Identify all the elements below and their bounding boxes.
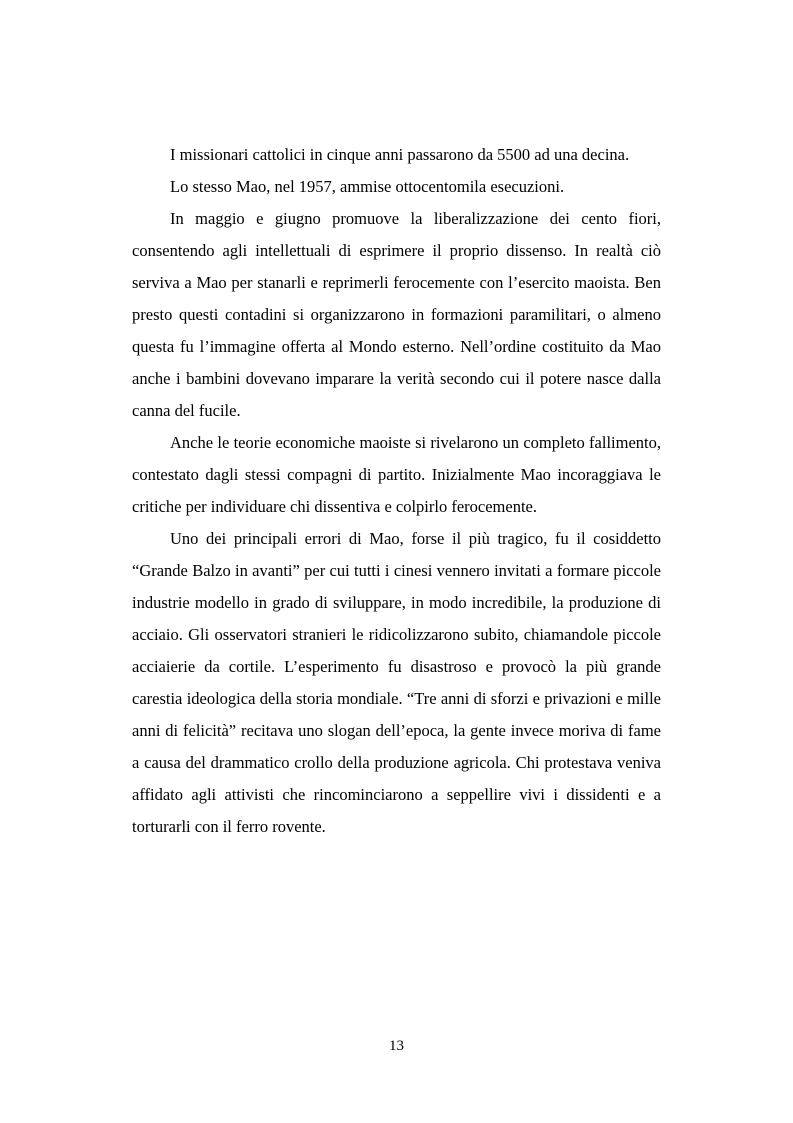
page-number: 13 — [389, 1038, 404, 1054]
paragraph-great-leap-forward: Uno dei principali errori di Mao, forse il più tragico, fu il cosiddetto “Grande Balzo in avanti” per cui tutti i cinesi vennero invitati a formare piccole industrie modello in grado di sviluppare, in modo incredibile, la produzione di acciaio. Gli osservatori stranieri le ridicolizzarono subito, chiamandole piccole acciaierie da cortile. L’esperimento fu disastroso e provocò la più grande carestia ideologica della storia mondiale. “Tre anni di sforzi e privazioni e mille anni di felicità” recitava uno slogan dell’epoca, la gente invece moriva di fame a causa del drammatico crollo della produzione agricola. Chi protestava veniva affidato agli attivisti che rincominciarono a seppellire vivi i dissidenti e a torturarli con il ferro rovente. — [132, 529, 661, 836]
paragraph-executions: Lo stesso Mao, nel 1957, ammise ottocentomila esecuzioni. — [170, 177, 565, 196]
paragraph-economic-theories: Anche le teorie economiche maoiste si rivelarono un completo fallimento, contestato dagli stessi compagni di partito. Inizialmente Mao incoraggiava le critiche per individuare chi dissentiva e colpirlo ferocemente. — [132, 433, 661, 516]
paragraph-hundred-flowers: In maggio e giugno promuove la liberalizzazione dei cento fiori, consentendo agli intellettuali di esprimere il proprio dissenso. In realtà ciò serviva a Mao per stanarli e reprimerli ferocemente con l’esercito maoista. Ben presto questi contadini si organizzarono in formazioni paramilitari, o almeno questa fu l’immagine offerta al Mondo esterno. Nell’ordine costituito da Mao anche i bambini dovevano imparare la verità secondo cui il potere nasce dalla canna del fucile. — [132, 209, 661, 420]
paragraph-missionaries: I missionari cattolici in cinque anni passarono da 5500 ad una decina. — [170, 145, 630, 164]
document-body — [132, 139, 661, 843]
